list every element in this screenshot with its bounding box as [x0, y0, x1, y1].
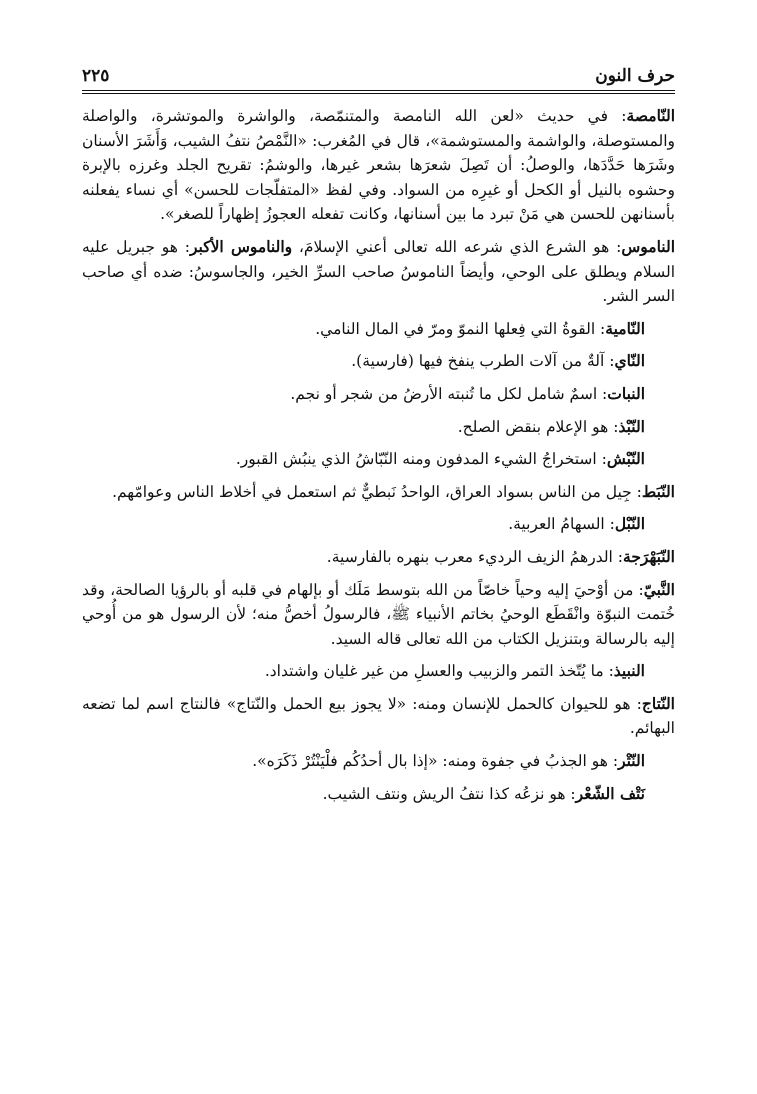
- entry-term: النّبْذ: [618, 416, 645, 436]
- entry-nabahraja: [82, 545, 675, 570]
- entry-namisa: [82, 104, 675, 227]
- entry-natr: [82, 749, 675, 774]
- entry-term: النّتاج: [641, 693, 675, 713]
- entry-term: النّبَط: [641, 481, 675, 501]
- entry-definition: : هو للحيوان كالحمل للإنسان ومنه: «لا يجوز بيع الحمل والنّتاج» فالنتاج اسم لما تضعه البهائم.: [82, 694, 675, 738]
- entry-definition: : اسمٌ شامل لكل ما تُنبته الأرضُ من شجر أو نجم.: [290, 384, 608, 403]
- entry-nabiy: [82, 578, 675, 652]
- entry-definition: : هو الشرع الذي شرعه الله تعالى أعني الإسلامَ،: [292, 237, 622, 256]
- entry-definition: : هو نزعُه كذا نتفُ الريش ونتف الشيب.: [322, 784, 576, 803]
- entry-term: النّتْر: [618, 751, 645, 771]
- page-number: ٢٢٥: [82, 66, 110, 86]
- entry-nabat: [82, 382, 675, 407]
- entry-nabsh: [82, 447, 675, 472]
- entry-term: الناموس: [621, 236, 676, 256]
- entry-definition: : في حديث «لعن الله النامصة والمتنمّصة، والواشرة والموتشرة، والواصلة والمستوصلة، والواشمة والمستوشمة»، قال في المُغرب: «النَّمْصُ نتفُ الشيب، وَأَشَرَ الأسنان وشَرَها حَدَّدَها، والوصلُ: أن تَصِلَ شعرَها بشعر غيرها، والوشمُ: تقريح الجلد وغرزه بالإبرة وحشوه بالنيل أو الكحل أو غيرِه من السواد. وفي لفظ «المتفلّجات للحسن» أي نساء يفعلنه بأسنانهن للحسن هي مَنْ تبرد ما بين أسنانها، وكانت تفعله العجوزُ إظهاراً للصغر».: [82, 107, 675, 224]
- entry-nabidh: [82, 659, 675, 684]
- entry-definition: : القوةُ التي فِعلها النموّ ومرّ في المال النامي.: [315, 319, 606, 338]
- entry-term: النبيذ: [613, 661, 645, 681]
- entry-definition: : الدرهمُ الزيف الرديء معرب بنهره بالفارسية.: [326, 547, 624, 566]
- entry-definition: : من أوْحيَ إليه وحياً خاصّاً من الله بتوسط مَلَك أو بإلهام في قلبه أو بالرؤيا الصالحة، وقد خُتمت النبوّة وانْقَطَع الوحيُ بخاتم الأنبياء ﷺ، فالرسولُ أخصُّ منه؛ لأن الرسول هو من أُوحي إليه بالرسالة وبتنزيل الكتاب من الله تعالى قاله السيد.: [82, 580, 675, 648]
- entry-subdefinition: : هو جبريل عليه السلام ويطلق على الوحي، وأيضاً الناموسُ صاحب السرِّ الخير، والجاسوسُ: ضده أي صاحب السر الشر.: [82, 237, 675, 306]
- entry-term: النبات: [607, 383, 645, 403]
- entry-term: النّامصة: [626, 106, 675, 125]
- entry-nay: [82, 349, 675, 374]
- entry-natf-alshaar: [82, 782, 675, 807]
- entry-namiya: [82, 317, 675, 342]
- entry-definition: : هو الجذبُ في جفوة ومنه: «إذا بال أحدُكُم فلْيَنْتُرْ ذَكَرَه».: [252, 752, 619, 771]
- chapter-title: حرف النون: [595, 66, 675, 86]
- entry-definition: : استخراجُ الشيء المدفون ومنه النّبّاشُ الذي ينبُش القبور.: [235, 450, 607, 469]
- entry-nabl: [82, 512, 675, 537]
- entry-nabdh: [82, 415, 675, 440]
- entry-definition: : السهامُ العربية.: [508, 515, 615, 534]
- entry-nabat-people: [82, 480, 675, 505]
- entry-definition: : آلةٌ من آلات الطرب ينفخ فيها (فارسية).: [351, 352, 615, 371]
- entry-term: النّبَهْرَجة: [623, 546, 675, 566]
- entry-term: النّامية: [605, 318, 645, 338]
- dictionary-entries: [82, 104, 675, 814]
- entry-term: النّبْل: [614, 514, 645, 534]
- entry-nitaj: [82, 692, 675, 741]
- page-header: [82, 56, 675, 94]
- entry-subterm: والناموس الأكبر: [189, 236, 293, 256]
- entry-definition: : ما يُتّخذ التمر والزبيب والعسلِ من غير غليان واشتداد.: [264, 662, 614, 681]
- entry-term: النَّبيّ: [643, 579, 675, 599]
- entry-namus: [82, 235, 675, 309]
- entry-definition: : هو الإعلام بنقض الصلح.: [457, 417, 619, 436]
- entry-term: النّبْش: [606, 449, 645, 469]
- entry-term: نَتْف الشّعْر: [575, 783, 645, 803]
- entry-definition: : جِيل من الناس بسواد العراق، الواحدُ نَبطيٌّ ثم استعمل في أخلاط الناس وعوامّهم.: [112, 482, 642, 501]
- entry-term: النّاي: [614, 351, 645, 371]
